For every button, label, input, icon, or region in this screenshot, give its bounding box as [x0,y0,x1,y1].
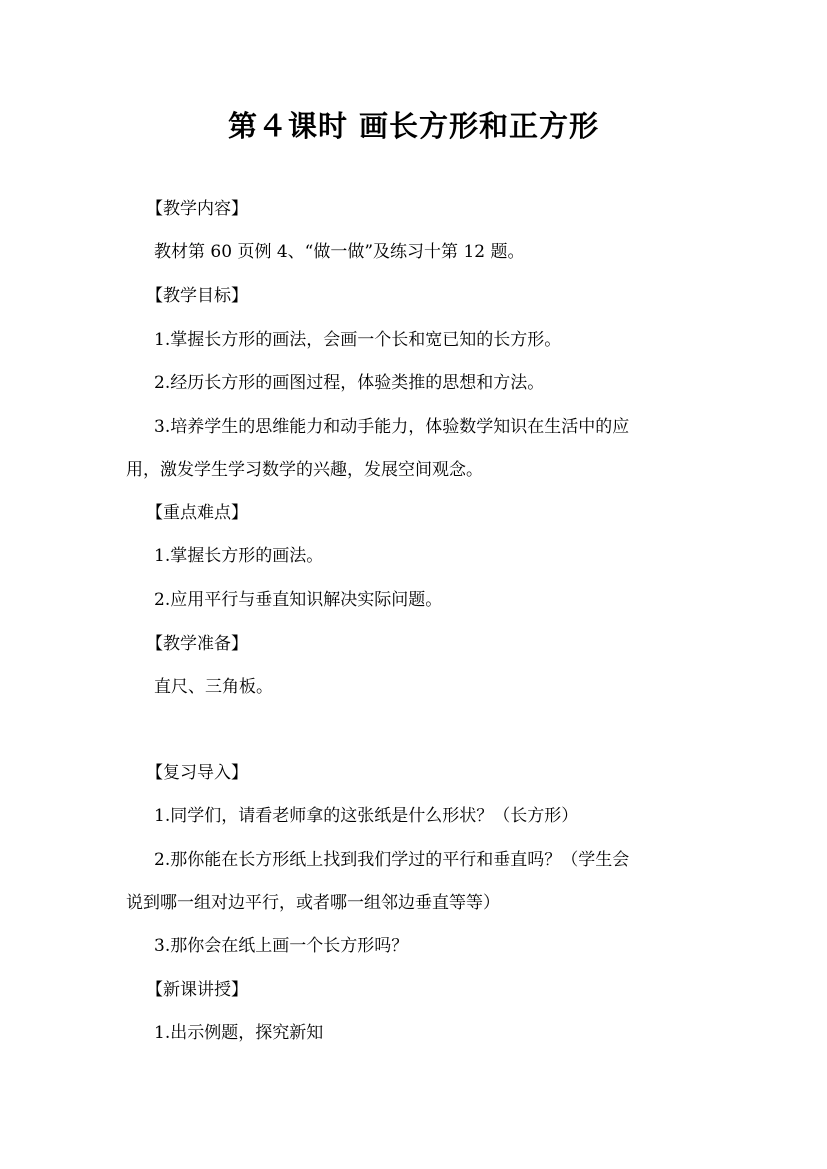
new-lesson-item-1: 1.出示例题，探究新知 [154,1023,324,1043]
goal-item-3-line-1: 3.培养学生的思维能力和动手能力，体验数学知识在生活中的应 [154,417,630,437]
review-item-2-line-1: 2.那你能在长方形纸上找到我们学过的平行和垂直吗？（学生会 [154,850,630,870]
key-point-1: 1.掌握长方形的画法。 [154,546,324,566]
page-title: 第４课时 画长方形和正方形 [227,109,600,143]
review-item-2-line-2: 说到哪一组对边平行，或者哪一组邻边垂直等等） [126,893,500,913]
goal-item-2: 2.经历长方形的画图过程，体验类推的思想和方法。 [154,373,545,393]
section-heading-key-points: 【重点难点】 [146,503,248,523]
section-heading-content: 【教学内容】 [146,199,248,219]
preparation-text: 直尺、三角板。 [154,677,273,697]
section-heading-goals: 【教学目标】 [146,286,248,306]
review-item-3: 3.那你会在纸上画一个长方形吗？ [154,936,409,956]
section-heading-new-lesson: 【新课讲授】 [146,980,248,1000]
goal-item-3-line-2: 用，激发学生学习数学的兴趣，发展空间观念。 [126,460,483,480]
section-heading-preparation: 【教学准备】 [146,634,248,654]
section-heading-review: 【复习导入】 [146,763,248,783]
goal-item-1: 1.掌握长方形的画法，会画一个长和宽已知的长方形。 [154,330,562,350]
key-point-2: 2.应用平行与垂直知识解决实际问题。 [154,590,443,610]
review-item-1: 1.同学们，请看老师拿的这张纸是什么形状？（长方形） [154,806,579,826]
content-text: 教材第 60 页例 4、“做一做”及练习十第 12 题。 [154,242,525,262]
